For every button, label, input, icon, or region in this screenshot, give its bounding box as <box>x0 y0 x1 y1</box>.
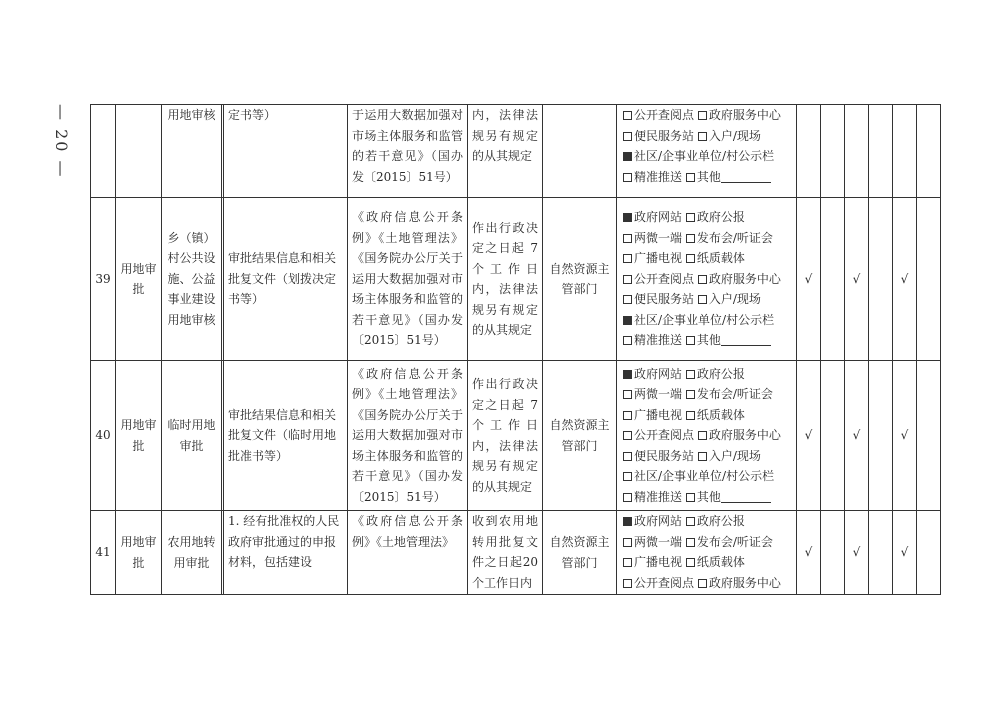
table-row <box>91 198 941 361</box>
scope-cell: 审批结果信息和相关批复文件（划拨决定书等） <box>224 198 348 361</box>
checkbox-icon <box>698 431 707 440</box>
checkbox-icon <box>623 517 632 526</box>
check-mark-cell <box>917 105 941 198</box>
channel-label: 入户/现场 <box>708 448 761 463</box>
channel-line <box>623 105 792 126</box>
checkbox-icon <box>623 411 632 420</box>
channel-line <box>623 384 792 405</box>
table-row <box>91 361 941 511</box>
channel-label: 政府网站 <box>634 210 683 225</box>
check-mark-cell: √ <box>845 361 869 511</box>
row-number: 40 <box>91 361 116 511</box>
check-mark-cell <box>917 361 941 511</box>
channel-line <box>623 126 792 147</box>
channel-line <box>623 487 792 508</box>
channel-label: 政府服务中心 <box>708 108 781 122</box>
channel-line <box>623 425 792 446</box>
channel-label: 公开查阅点 <box>634 428 695 443</box>
channel-line <box>623 446 792 467</box>
checkbox-icon <box>686 493 695 502</box>
scope-cell: 审批结果信息和相关批复文件（临时用地批准书等） <box>224 361 348 511</box>
channel-line <box>623 330 792 351</box>
channel-label: 政府网站 <box>634 366 683 381</box>
channel-label: 广播电视 <box>634 407 683 422</box>
channel-label: 政府服务中心 <box>708 271 781 286</box>
channel-label: 纸质载体 <box>696 555 745 569</box>
channel-label: 便民服务站 <box>634 128 695 143</box>
check-mark-cell <box>917 511 941 595</box>
checkbox-icon <box>623 254 632 263</box>
blank-line <box>721 170 771 183</box>
check-mark-cell <box>869 198 893 361</box>
checkbox-icon <box>623 173 632 182</box>
checkbox-icon <box>623 452 632 461</box>
channel-line <box>623 269 792 290</box>
channel-label: 精准推送 <box>634 169 683 184</box>
channel-label: 广播电视 <box>634 555 683 569</box>
checkbox-icon <box>686 411 695 420</box>
channel-label: 政府公报 <box>696 366 745 381</box>
channel-line <box>623 573 792 594</box>
channels-cell <box>617 361 797 511</box>
disclosure-table <box>90 104 941 595</box>
channel-label: 发布会/听证会 <box>696 534 773 549</box>
channel-label: 精准推送 <box>634 489 683 504</box>
check-mark-cell <box>917 198 941 361</box>
checkbox-icon <box>686 390 695 399</box>
checkbox-icon <box>686 234 695 243</box>
channel-line <box>623 466 792 487</box>
channel-label: 政府公报 <box>696 210 745 225</box>
check-mark-cell <box>821 511 845 595</box>
checkbox-icon <box>686 517 695 526</box>
check-mark-cell: √ <box>893 361 917 511</box>
basis-cell: 《政府信息公开条例》《土地管理法》《国务院办公厅关于运用大数据加强对市场主体服务和监管的若干意见》（国办发〔2015〕51号） <box>348 361 468 511</box>
channel-line <box>623 532 792 553</box>
category-cell: 用地审批 <box>116 511 162 595</box>
checkbox-icon <box>698 132 707 141</box>
checkbox-icon <box>698 111 707 120</box>
category-cell: 用地审批 <box>116 198 162 361</box>
channel-label: 发布会/听证会 <box>696 230 773 245</box>
table-row <box>91 105 941 198</box>
channel-line <box>623 289 792 310</box>
table-row <box>91 511 941 595</box>
check-mark-cell: √ <box>845 511 869 595</box>
time-limit-cell: 收到农用地转用批复文件之日起20个工作日内 <box>468 511 543 595</box>
channel-line <box>623 167 792 188</box>
checkbox-icon <box>623 390 632 399</box>
scope-cell: 1. 经有批准权的人民政府审批通过的申报材料，包括建设 <box>224 511 348 595</box>
channel-line <box>623 405 792 426</box>
channels-cell <box>617 511 797 595</box>
channel-label: 便民服务站 <box>634 292 695 307</box>
checkbox-icon <box>623 370 632 379</box>
channel-label: 广播电视 <box>634 251 683 266</box>
checkbox-icon <box>623 275 632 284</box>
item-cell: 临时用地审批 <box>162 361 222 511</box>
checkbox-icon <box>698 295 707 304</box>
check-mark-cell <box>821 361 845 511</box>
row-number: 41 <box>91 511 116 595</box>
channel-label: 两微一端 <box>634 534 683 549</box>
check-mark-cell <box>797 105 821 198</box>
checkbox-icon <box>698 579 707 588</box>
basis-cell: 《政府信息公开条例》《土地管理法》《国务院办公厅关于运用大数据加强对市场主体服务和监管的若干意见》（国办发〔2015〕51号） <box>348 198 468 361</box>
channel-line <box>623 511 792 532</box>
channel-line <box>623 364 792 385</box>
channel-line <box>623 146 792 167</box>
checkbox-icon <box>686 254 695 263</box>
time-limit-cell: 内，法律法规另有规定的从其规定 <box>468 105 543 198</box>
checkbox-icon <box>686 173 695 182</box>
category-cell: 用地审批 <box>116 361 162 511</box>
channel-label: 公开查阅点 <box>634 271 695 286</box>
checkbox-icon <box>623 213 632 222</box>
checkbox-icon <box>686 558 695 567</box>
channel-label: 便民服务站 <box>634 448 695 463</box>
check-mark-cell: √ <box>893 511 917 595</box>
page-number: — 20 — <box>52 104 71 179</box>
channel-line <box>623 228 792 249</box>
basis-cell: 《政府信息公开条例》《土地管理法》 <box>348 511 468 595</box>
channel-label: 两微一端 <box>634 230 683 245</box>
checkbox-icon <box>686 370 695 379</box>
check-mark-cell: √ <box>797 361 821 511</box>
checkbox-icon <box>623 234 632 243</box>
blank-line <box>721 490 771 503</box>
channel-line <box>623 310 792 331</box>
row-number <box>91 105 116 198</box>
channel-label: 纸质载体 <box>696 407 745 422</box>
blank-line <box>721 333 771 346</box>
check-mark-cell: √ <box>845 198 869 361</box>
channel-label: 两微一端 <box>634 387 683 402</box>
channel-label: 其他 <box>696 169 721 184</box>
channel-label: 社区/企事业单位/村公示栏 <box>634 312 775 327</box>
checkbox-icon <box>686 213 695 222</box>
channel-label: 纸质载体 <box>696 251 745 266</box>
check-mark-cell <box>869 511 893 595</box>
checkbox-icon <box>623 472 632 481</box>
check-mark-cell <box>821 105 845 198</box>
item-cell: 用地审核 <box>162 105 222 198</box>
check-mark-cell: √ <box>797 511 821 595</box>
check-mark-cell: √ <box>797 198 821 361</box>
channel-label: 其他 <box>696 333 721 348</box>
check-mark-cell <box>893 105 917 198</box>
checkbox-icon <box>623 132 632 141</box>
checkbox-icon <box>623 111 632 120</box>
check-mark-cell: √ <box>893 198 917 361</box>
checkbox-icon <box>623 431 632 440</box>
time-limit-cell: 作出行政决定之日起 7 个 工 作 日内，法律法规另有规定的从其规定 <box>468 198 543 361</box>
checkbox-icon <box>623 579 632 588</box>
department-cell: 自然资源主管部门 <box>543 198 617 361</box>
scope-cell: 定书等） <box>224 105 348 198</box>
channel-label: 社区/企事业单位/村公示栏 <box>634 149 775 163</box>
checkbox-icon <box>623 538 632 547</box>
time-limit-cell: 作出行政决定之日起 7 个 工 作 日内，法律法规另有规定的从其规定 <box>468 361 543 511</box>
department-cell <box>543 105 617 198</box>
item-cell: 乡（镇）村公共设施、公益事业建设用地审核 <box>162 198 222 361</box>
channel-line <box>623 552 792 573</box>
channel-label: 政府服务中心 <box>708 575 781 590</box>
check-mark-cell <box>869 105 893 198</box>
channel-line <box>623 207 792 228</box>
basis-cell: 于运用大数据加强对市场主体服务和监管的若干意见》（国办发〔2015〕51号） <box>348 105 468 198</box>
checkbox-icon <box>623 493 632 502</box>
item-cell: 农用地转用审批 <box>162 511 222 595</box>
check-mark-cell <box>869 361 893 511</box>
channel-label: 政府服务中心 <box>708 428 781 443</box>
channel-line <box>623 248 792 269</box>
channel-label: 精准推送 <box>634 333 683 348</box>
checkbox-icon <box>623 336 632 345</box>
row-number: 39 <box>91 198 116 361</box>
channels-cell <box>617 198 797 361</box>
channel-label: 政府公报 <box>696 514 745 528</box>
category-cell <box>116 105 162 198</box>
check-mark-cell <box>821 198 845 361</box>
channel-label: 其他 <box>696 489 721 504</box>
channel-label: 发布会/听证会 <box>696 387 773 402</box>
channels-cell <box>617 105 797 198</box>
channel-label: 入户/现场 <box>708 128 761 143</box>
checkbox-icon <box>686 538 695 547</box>
checkbox-icon <box>686 336 695 345</box>
checkbox-icon <box>623 558 632 567</box>
channel-label: 政府网站 <box>634 514 683 528</box>
checkbox-icon <box>698 452 707 461</box>
department-cell: 自然资源主管部门 <box>543 361 617 511</box>
checkbox-icon <box>623 295 632 304</box>
checkbox-icon <box>698 275 707 284</box>
channel-label: 社区/企事业单位/村公示栏 <box>634 469 775 484</box>
channel-label: 公开查阅点 <box>634 575 695 590</box>
channel-label: 入户/现场 <box>708 292 761 307</box>
department-cell: 自然资源主管部门 <box>543 511 617 595</box>
checkbox-icon <box>623 316 632 325</box>
check-mark-cell <box>845 105 869 198</box>
channel-label: 公开查阅点 <box>634 108 695 122</box>
checkbox-icon <box>623 152 632 161</box>
